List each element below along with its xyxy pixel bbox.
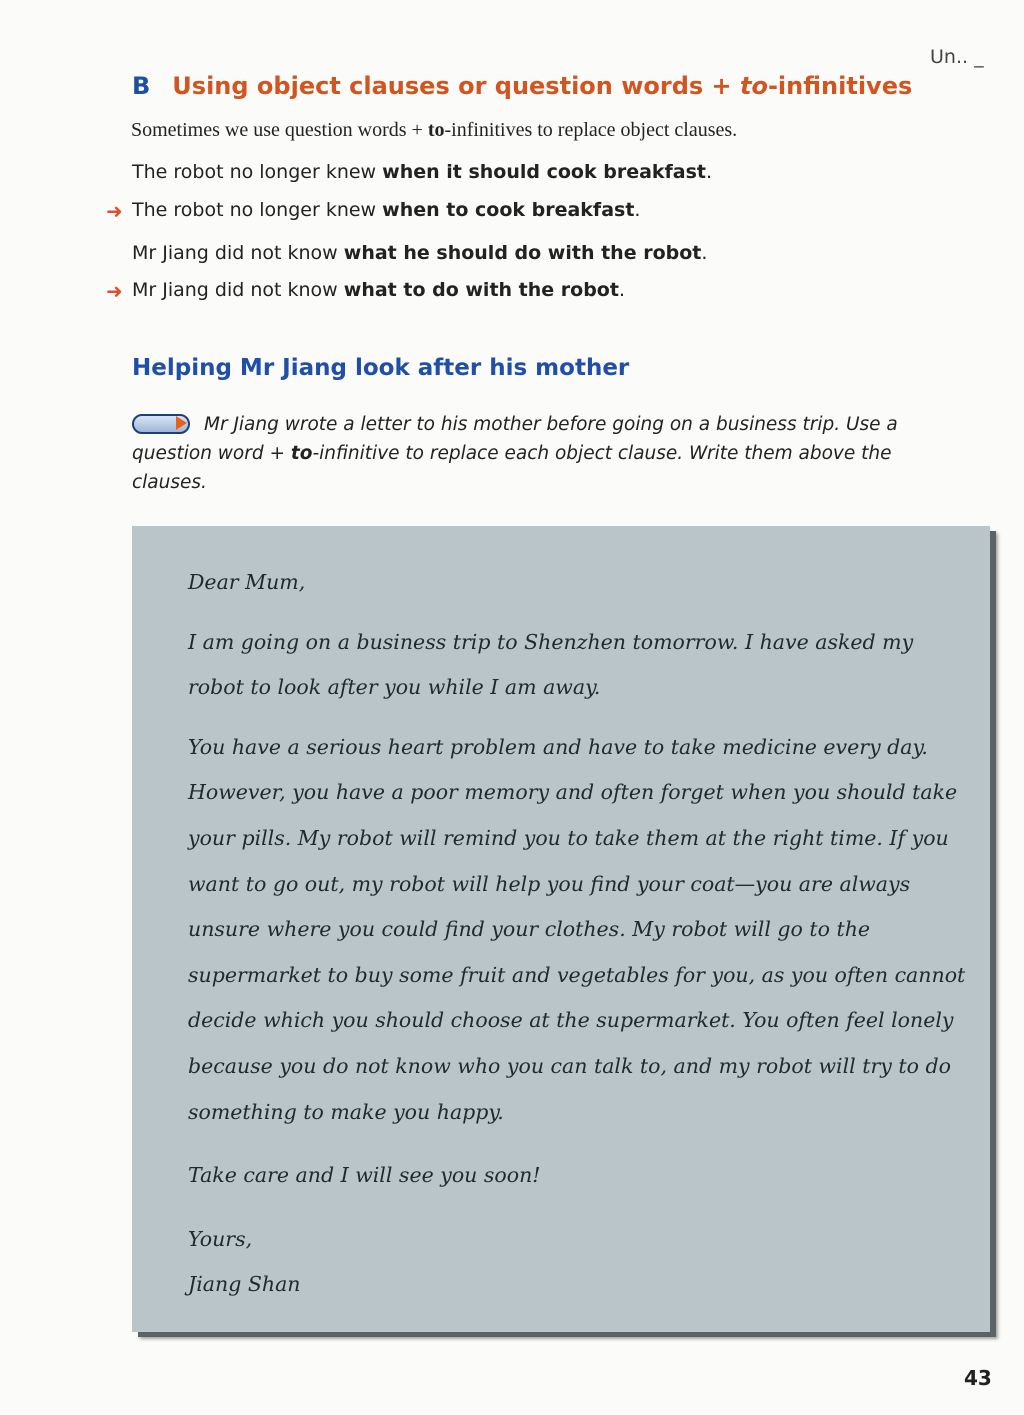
audio-tape-icon[interactable] bbox=[132, 413, 190, 433]
example-sentence bbox=[132, 199, 640, 221]
letter-text bbox=[188, 560, 968, 1308]
intro-text bbox=[131, 119, 737, 142]
section-heading bbox=[132, 72, 912, 100]
subheading: Helping Mr Jiang look after his mother bbox=[132, 355, 630, 381]
section-title-italic: to bbox=[740, 72, 768, 100]
example-plain: Mr Jiang did not know bbox=[132, 242, 344, 264]
example-bold: when it should cook breakfast bbox=[382, 161, 707, 183]
section-letter: B bbox=[132, 72, 151, 100]
example-bold: what he should do with the robot bbox=[343, 242, 702, 264]
example-bold: when to cook breakfast bbox=[382, 199, 635, 221]
section-title-part2: -infinitives bbox=[767, 72, 913, 100]
example-end: . bbox=[634, 199, 641, 221]
instruction-text bbox=[132, 410, 962, 497]
letter-greeting: Dear Mum, bbox=[188, 570, 306, 594]
example-bold: what to do with the robot bbox=[343, 279, 619, 301]
example-plain: The robot no longer knew bbox=[132, 199, 383, 221]
instruction-part1: Mr Jiang wrote a letter to his mother before going on a business trip. Use a question word + bbox=[132, 414, 898, 464]
unit-tab: Un.. _ bbox=[930, 46, 984, 68]
letter-paragraph: I am going on a business trip to Shenzhen tomorrow. I have asked my robot to look after you while I am away. bbox=[188, 629, 914, 700]
example-sentence bbox=[132, 242, 707, 264]
example-end: . bbox=[706, 161, 713, 183]
example-end: . bbox=[618, 279, 625, 301]
example-sentence bbox=[132, 161, 712, 183]
arrow-icon: ➜ bbox=[106, 279, 123, 303]
instruction-bold: to bbox=[290, 443, 313, 464]
letter-closing: Yours, bbox=[188, 1226, 253, 1251]
letter-panel bbox=[132, 526, 990, 1332]
letter-paragraph: You have a serious heart problem and have to take medicine every day. However, you have a poor memory and often forget when you should take your pills. My robot will remind you to take them at the right time. If you want to go out, my robot will help you find your coat—you are always unsure where you could find your clothes. My robot will go to the supermarket to buy some fruit and vegetables for you, as you often cannot decide which you should choose at the supermarket. You often feel lonely because you do not know who you can talk to, and my robot will try to do something to make you happy. bbox=[188, 734, 966, 1124]
example-sentence bbox=[132, 279, 625, 301]
section-title-part1: Using object clauses or question words + bbox=[172, 72, 740, 100]
example-plain: The robot no longer knew bbox=[132, 161, 383, 183]
example-plain: Mr Jiang did not know bbox=[132, 279, 344, 301]
arrow-icon: ➜ bbox=[106, 199, 123, 223]
intro-text-part2: -infinitives to replace object clauses. bbox=[444, 119, 738, 141]
letter-signature: Jiang Shan bbox=[188, 1272, 301, 1297]
instruction-part2: -infinitive to replace each object clause. Write them above the clauses. bbox=[132, 443, 892, 493]
intro-text-bold: to bbox=[427, 119, 445, 141]
letter-paragraph: Take care and I will see you soon! bbox=[188, 1163, 541, 1188]
intro-text-part1: Sometimes we use question words + bbox=[131, 119, 428, 141]
example-end: . bbox=[701, 242, 708, 264]
page-number: 43 bbox=[964, 1366, 992, 1390]
